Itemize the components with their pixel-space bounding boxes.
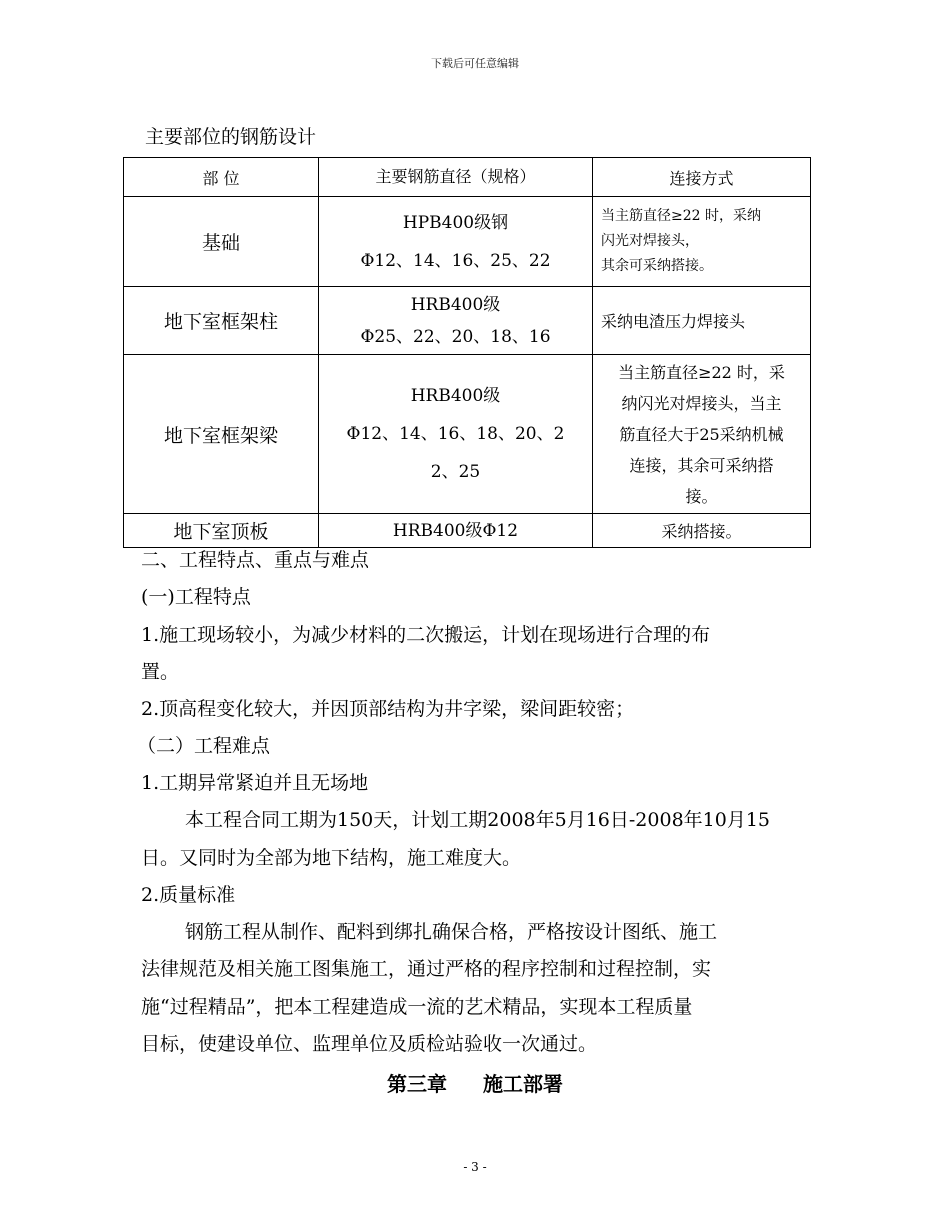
paragraph-line: 施“过程精品”，把本工程建造成一流的艺术精品，实现本工程质量 — [141, 996, 693, 1018]
chapter-number: 第三章 — [387, 1072, 447, 1096]
list-heading: 2.质量标准 — [141, 884, 236, 906]
table-row — [124, 197, 811, 287]
subsection-heading: (一)工程特点 — [141, 586, 251, 608]
cell-part: 基础 — [124, 197, 319, 287]
cell-spec — [319, 514, 593, 548]
connection-line: 筋直径大于25采纳机械 — [619, 424, 784, 444]
cell-spec — [319, 197, 593, 287]
paragraph-line: 置。 — [141, 661, 180, 683]
paragraph-line: 日。又同时为全部为地下结构，施工难度大。 — [141, 847, 522, 869]
paragraph-line: 本工程合同工期为150天，计划工期2008年5月16日-2008年10月15 — [185, 809, 771, 831]
header-part: 部 位 — [124, 158, 319, 197]
connection-line: 接。 — [685, 486, 718, 506]
table-caption: 主要部位的钢筋设计 — [145, 126, 317, 148]
cell-part: 地下室顶板 — [124, 514, 319, 548]
header-spec: 主要钢筋直径（规格） — [319, 158, 593, 197]
page-number: - 3 - — [463, 1160, 487, 1174]
cell-connection — [593, 355, 811, 514]
cell-part: 地下室框架梁 — [124, 355, 319, 514]
cell-part: 地下室框架柱 — [124, 287, 319, 355]
spec-line: 2、25 — [430, 462, 481, 482]
section-heading: 二、工程特点、重点与难点 — [141, 549, 370, 571]
cell-connection — [593, 287, 811, 355]
table-row — [124, 514, 811, 548]
connection-line: 当主筋直径≥22 时，采 — [618, 362, 785, 382]
paragraph-line: 法律规范及相关施工图集施工，通过严格的程序控制和过程控制，实 — [141, 958, 712, 980]
table-row — [124, 355, 811, 514]
spec-line: HRB400级 — [410, 386, 501, 406]
cell-connection — [593, 514, 811, 548]
cell-spec — [319, 287, 593, 355]
chapter-name: 施工部署 — [483, 1072, 563, 1096]
spec-line: HPB400级钢 — [402, 212, 509, 233]
connection-line: 闪光对焊接头， — [601, 233, 699, 249]
spec-line: Φ25、22、20、18、16 — [360, 326, 551, 347]
connection-line: 当主筋直径≥22 时，采纳 — [601, 208, 761, 224]
paragraph-line: 2.顶高程变化较大，并因顶部结构为井字梁，梁间距较密； — [141, 698, 635, 720]
list-heading: 1.工期异常紧迫并且无场地 — [141, 772, 369, 794]
subsection-heading: （二）工程难点 — [137, 735, 271, 757]
header-connection: 连接方式 — [593, 158, 811, 197]
chapter-title — [0, 1068, 950, 1097]
connection-line: 采纳搭接。 — [661, 522, 742, 541]
cell-spec — [319, 355, 593, 514]
connection-line: 采纳电渣压力焊接头 — [601, 312, 746, 331]
paragraph-line: 目标，使建设单位、监理单位及质检站验收一次通过。 — [141, 1033, 598, 1055]
connection-line: 纳闪光对焊接头，当主 — [621, 393, 782, 413]
spec-line: HRB400级 — [410, 294, 501, 315]
rebar-design-table — [123, 157, 811, 548]
spec-line: Φ12、14、16、18、20、2 — [346, 424, 565, 444]
paragraph-line: 1.施工现场较小，为减少材料的二次搬运，计划在现场进行合理的布 — [141, 624, 711, 646]
connection-line: 连接，其余可采纳搭 — [629, 455, 774, 475]
paragraph-line: 钢筋工程从制作、配料到绑扎确保合格，严格按设计图纸、施工 — [185, 921, 718, 943]
connection-line: 其余可采纳搭接。 — [601, 258, 713, 274]
spec-line: HRB400级Φ12 — [392, 520, 519, 541]
spec-line: Φ12、14、16、25、22 — [360, 250, 551, 271]
page-header: 下载后可任意编辑 — [431, 57, 519, 70]
cell-connection — [593, 197, 811, 287]
table-header-row — [124, 158, 811, 197]
table-row — [124, 287, 811, 355]
